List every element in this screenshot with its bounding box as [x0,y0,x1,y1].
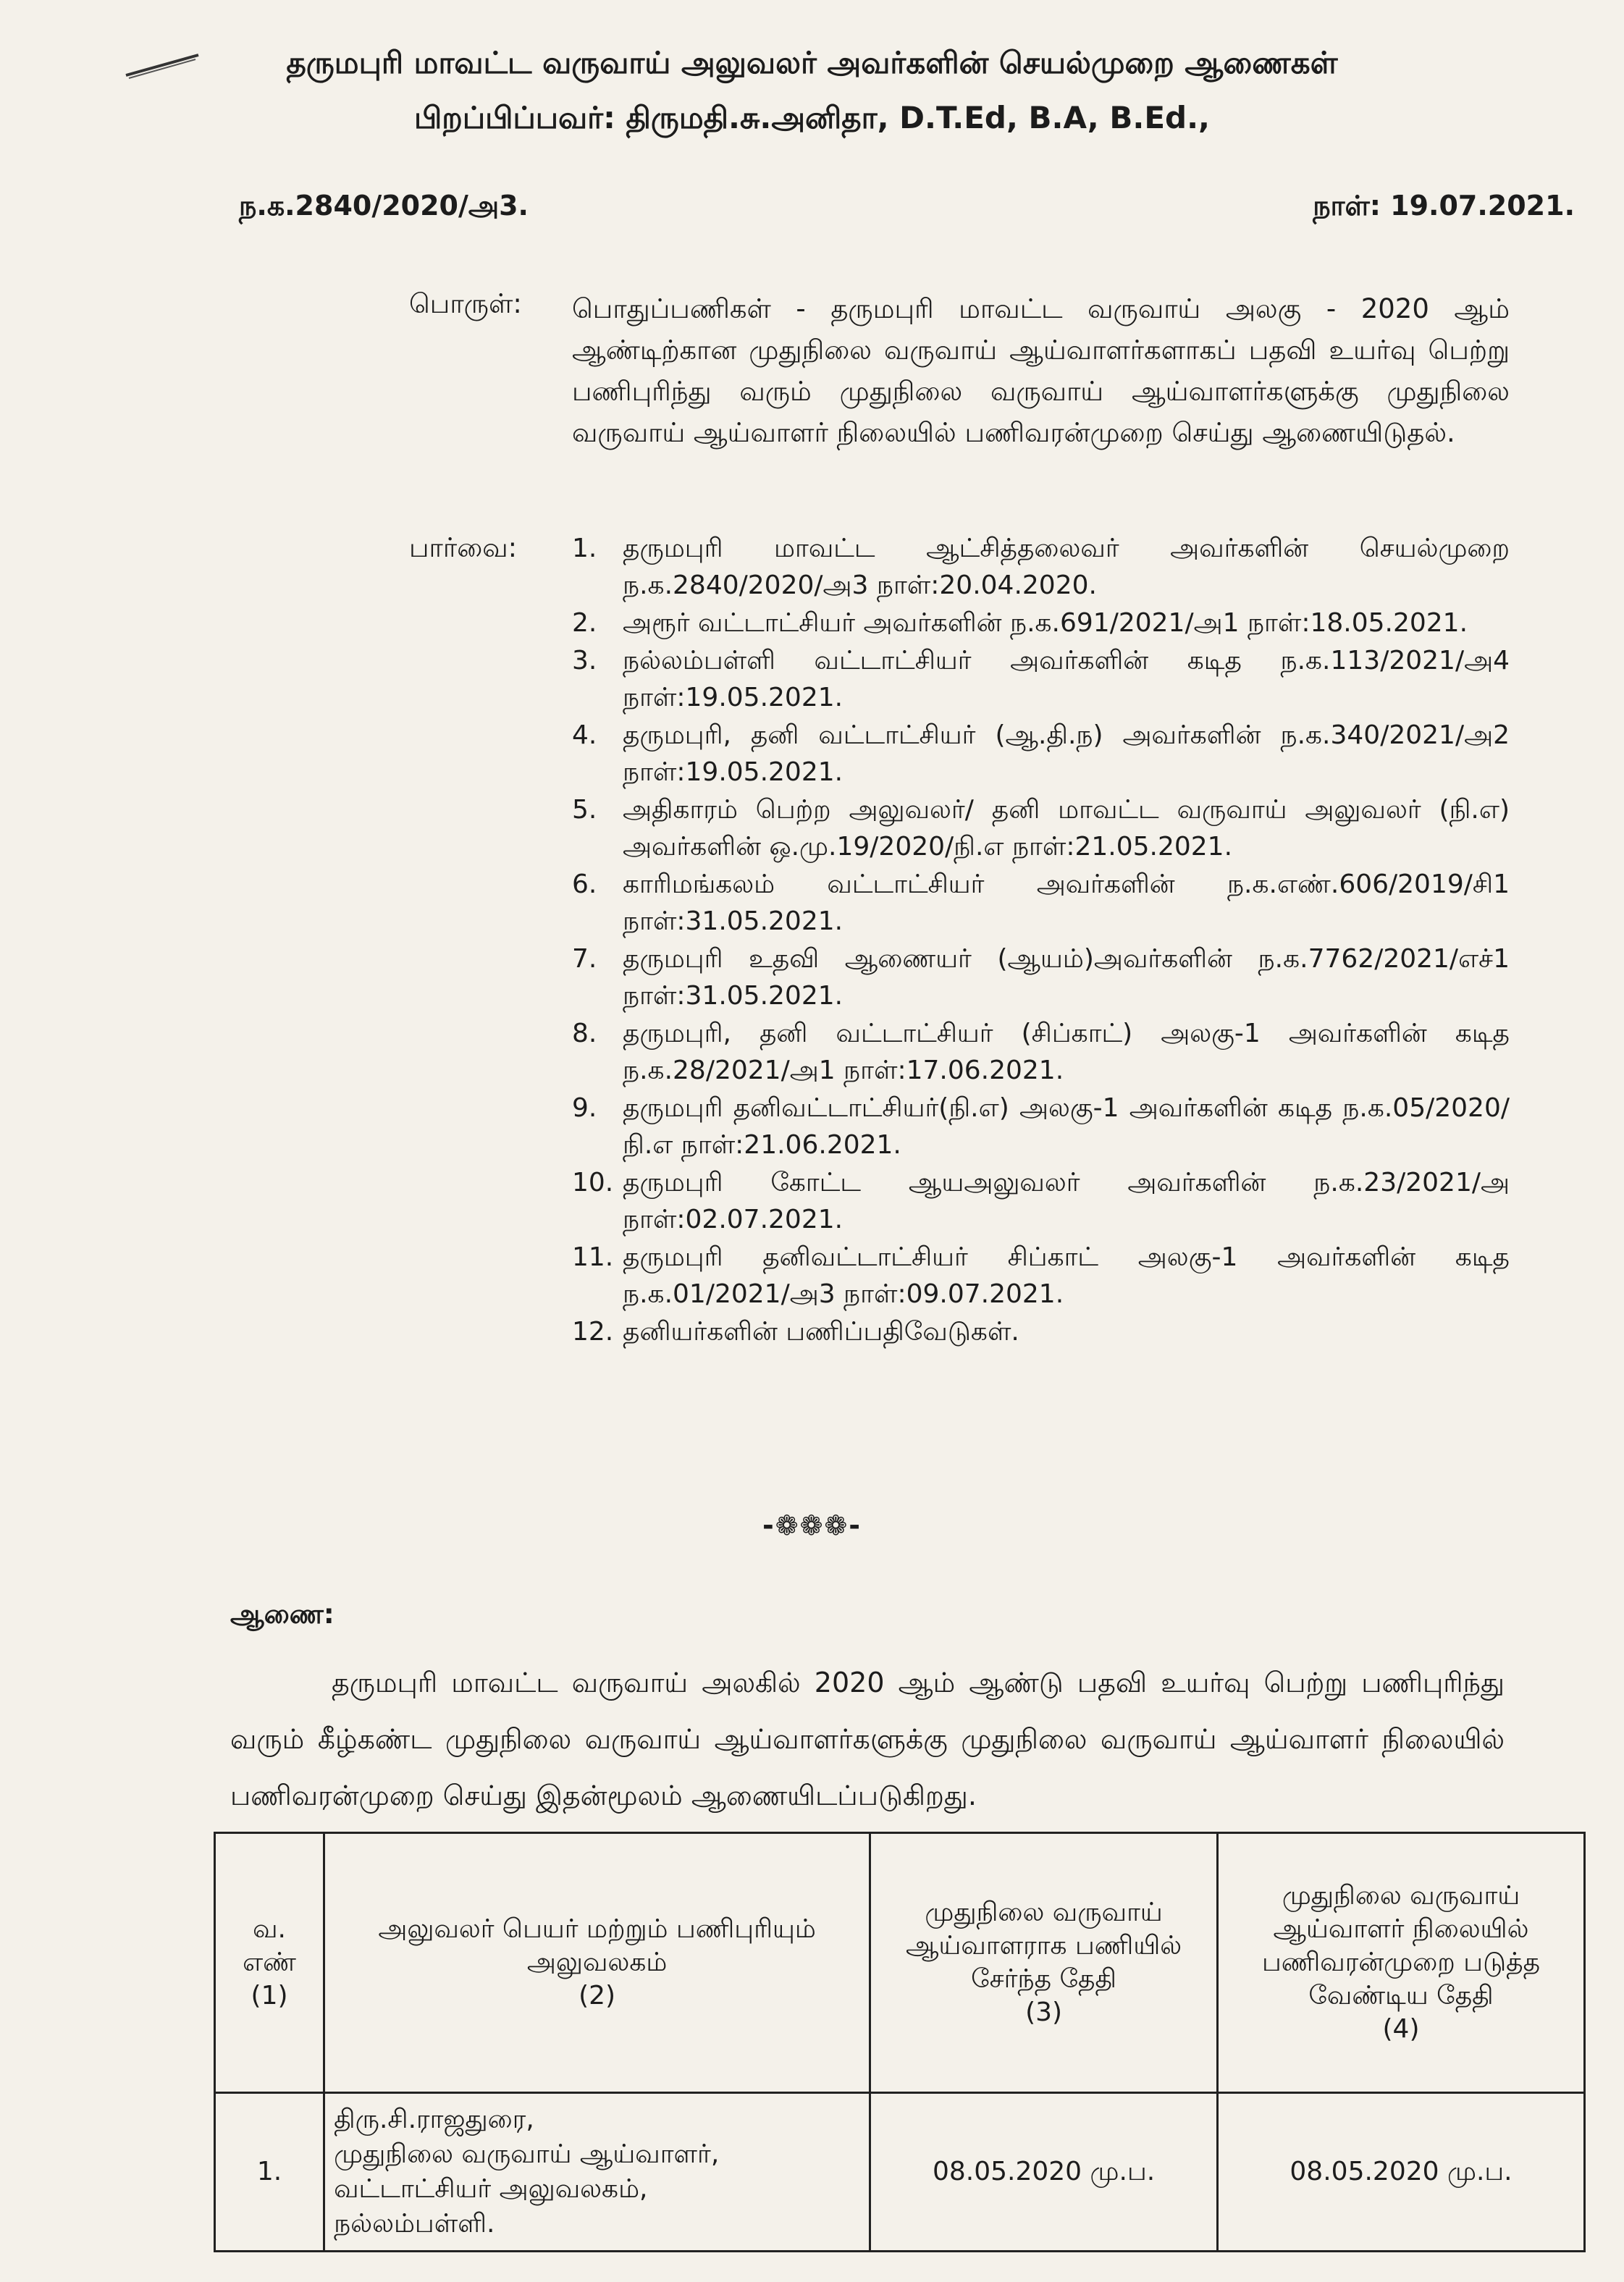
reference-item-number: 6. [572,870,597,899]
reference-item-number: 8. [572,1019,597,1048]
table-header-cell [870,1833,1218,2093]
document-title: தருமபுரி மாவட்ட வருவாய் அலுவலர் அவர்களின் செயல்முறை ஆணைகள் [286,45,1338,80]
section-divider-ornament: -❁❁❁- [762,1510,862,1541]
reference-item-text: தருமபுரி, தனி வட்டாட்சியர் (ஆ.தி.ந) அவர்களின் ந.க.340/2021/அ2 நாள்:19.05.2021. [623,720,1510,787]
column-header-name-office: அலுவலர் பெயர் மற்றும் பணிபுரியும் அலுவலகம் [378,1914,816,1977]
reference-item-text: அதிகாரம் பெற்ற அலுவலர்/ தனி மாவட்ட வருவாய் அலுவலர் (நி.எ) அவர்களின் ஒ.மு.19/2020/நி.எ நாள்:21.05.2021. [623,795,1510,862]
reference-item-number: 9. [572,1093,597,1123]
reference-item [572,866,1510,940]
reference-item-text: தனியர்களின் பணிப்பதிவேடுகள். [623,1317,1019,1347]
subject-text: பொதுப்பணிகள் - தருமபுரி மாவட்ட வருவாய் அலகு - 2020 ஆம் ஆண்டிற்கான முதுநிலை வருவாய் ஆய்வாளர்களாகப் பதவி உயர்வு பெற்று பணிபுரிந்து வரும் முதுநிலை வருவாய் ஆய்வாளர்களுக்கு முதுநிலை வருவாய் ஆய்வாளர் நிலையில் பணிவரன்முறை செய்து ஆணையிடுதல். [572,293,1510,448]
reference-item-number: 12. [572,1317,614,1347]
regularisation-table [214,1832,1586,2252]
reference-item-number: 11. [572,1242,614,1272]
column-header-number: (2) [579,1981,616,2011]
cell-regularise-date: 08.05.2020 மு.ப. [1218,2093,1585,2252]
references-label: பார்வை: [409,532,518,563]
column-header-regularise-date: முதுநிலை வருவாய் ஆய்வாளர் நிலையில் பணிவரன்முறை படுத்த வேண்டிய தேதி [1261,1881,1541,2011]
reference-item [572,791,1510,865]
officer-designation: முதுநிலை வருவாய் ஆய்வாளர், [334,2139,720,2169]
order-text: தருமபுரி மாவட்ட வருவாய் அலகில் 2020 ஆம் ஆண்டு பதவி உயர்வு பெற்று பணிபுரிந்து வரும் கீழ்கண்ட முதுநிலை வருவாய் ஆய்வாளர்களுக்கு முதுநிலை வருவாய் ஆய்வாளர் நிலையில் பணிவரன்முறை செய்து இதன்மூலம் ஆணையிடப்படுகிறது. [230,1667,1505,1811]
reference-item [572,940,1510,1014]
document-date: நாள்: 19.07.2021. [1313,190,1575,222]
table-header-cell [1218,1833,1585,2093]
reference-item [572,1015,1510,1089]
reference-item [572,642,1510,716]
reference-item-number: 2. [572,608,597,638]
column-header-number: (4) [1382,2014,1420,2044]
order-label: ஆணை: [230,1599,335,1630]
reference-item-number: 1. [572,534,597,563]
table-row [215,2093,1585,2252]
reference-item [572,717,1510,791]
reference-item-text: அரூர் வட்டாட்சியர் அவர்களின் ந.க.691/2021/அ1 நாள்:18.05.2021. [623,608,1468,638]
officer-name: திரு.சி.ராஜதுரை, [334,2105,534,2134]
reference-item-number: 5. [572,795,597,825]
reference-item-text: தருமபுரி உதவி ஆணையர் (ஆயம்)அவர்களின் ந.க.7762/2021/எச்1 நாள்:31.05.2021. [623,944,1510,1011]
cell-name-office [324,2093,870,2252]
reference-item-text: தருமபுரி தனிவட்டாட்சியர்(நி.எ) அலகு-1 அவர்களின் கடித ந.க.05/2020/நி.எ நாள்:21.06.2021. [623,1093,1510,1160]
reference-item-number: 4. [572,720,597,750]
reference-item [572,1090,1510,1163]
table-header-cell [215,1833,324,2093]
reference-item-number: 3. [572,646,597,675]
reference-item [572,1164,1510,1238]
references-list [572,530,1510,1351]
reference-item-number: 10. [572,1168,614,1197]
subject-label: பொருள்: [409,288,522,319]
reference-item-text: காரிமங்கலம் வட்டாட்சியர் அவர்களின் ந.க.எண்.606/2019/சி1 நாள்:31.05.2021. [623,870,1510,936]
reference-item [572,605,1510,641]
reference-item-number: 7. [572,944,597,974]
cell-sno: 1. [215,2093,324,2252]
document-issuer: பிறப்பிப்பவர்: திருமதி.சு.அனிதா, D.T.Ed, B.A, B.Ed., [413,100,1210,135]
reference-item [572,1239,1510,1313]
column-header-sno: வ. எண் [243,1914,296,1977]
reference-item-text: தருமபுரி கோட்ட ஆயஅலுவலர் அவர்களின் ந.க.23/2021/அ நாள்:02.07.2021. [623,1168,1510,1234]
column-header-number: (3) [1025,1997,1063,2027]
table-header-row [215,1833,1585,2093]
reference-item [572,530,1510,604]
reference-item-text: நல்லம்பள்ளி வட்டாட்சியர் அவர்களின் கடித ந.க.113/2021/அ4 நாள்:19.05.2021. [623,646,1510,712]
column-header-number: (1) [251,1981,288,2011]
table-header-cell [324,1833,870,2093]
reference-number: ந.க.2840/2020/அ3. [239,190,529,222]
reference-item-text: தருமபுரி மாவட்ட ஆட்சித்தலைவர் அவர்களின் செயல்முறை ந.க.2840/2020/அ3 நாள்:20.04.2020. [623,534,1510,600]
cell-join-date: 08.05.2020 மு.ப. [870,2093,1218,2252]
reference-item [572,1313,1510,1350]
column-header-join-date: முதுநிலை வருவாய் ஆய்வாளராக பணியில் சேர்ந்த தேதி [905,1898,1182,1994]
officer-place: நல்லம்பள்ளி. [334,2209,495,2239]
reference-item-text: தருமபுரி தனிவட்டாட்சியர் சிப்காட் அலகு-1 அவர்களின் கடித ந.க.01/2021/அ3 நாள்:09.07.2021. [623,1242,1510,1309]
reference-item-text: தருமபுரி, தனி வட்டாட்சியர் (சிப்காட்) அலகு-1 அவர்களின் கடித ந.க.28/2021/அ1 நாள்:17.06.2021. [623,1019,1510,1085]
officer-office: வட்டாட்சியர் அலுவலகம், [334,2174,648,2204]
